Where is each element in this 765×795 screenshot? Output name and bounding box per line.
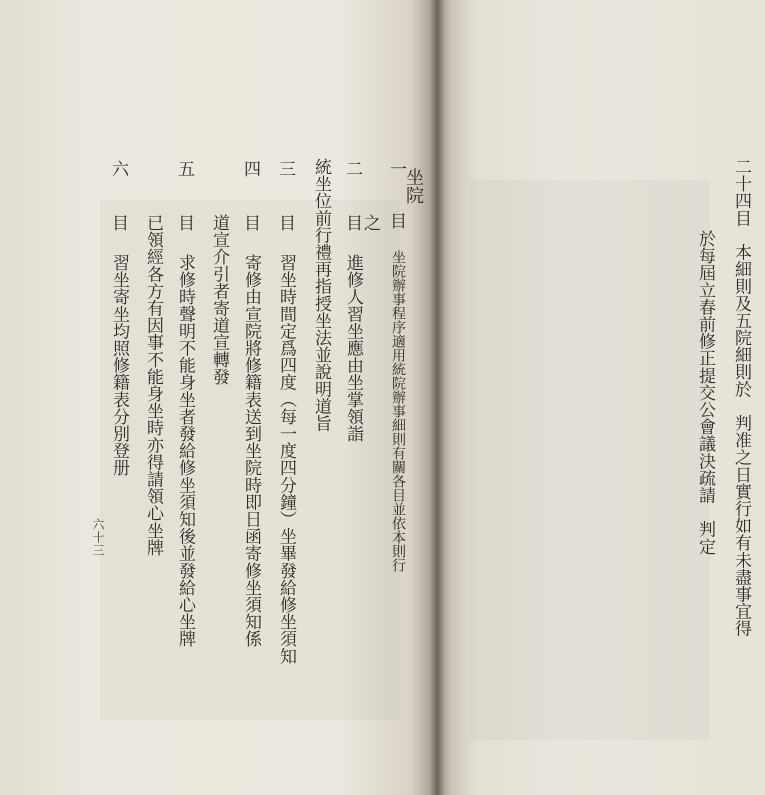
item-5-label: 目 — [174, 214, 194, 231]
item-3-label: 目 — [275, 214, 295, 231]
item-5-continuation: 已領經各方有因事不能身坐時亦得請領心坐牌 — [143, 214, 163, 556]
item-2-continuation: 統坐位前行禮再指授坐法並說明道旨 — [311, 158, 331, 432]
bleed-through-shadow — [470, 180, 710, 740]
right-page-line-2: 於每屆立春前修正提交公會議決疏請 判定 — [695, 230, 715, 555]
item-4-numeral: 四 — [240, 160, 260, 177]
item-4-continuation: 道宣介引者寄道宣轉發 — [209, 214, 229, 385]
item-6-text: 習坐寄坐均照修籍表分別登册 — [109, 254, 129, 477]
item-1-numeral: 一 — [386, 160, 406, 177]
item-5-text: 求修時聲明不能身坐者發給修坐須知後並發給心坐牌 — [175, 254, 195, 648]
item-6-label: 目 — [108, 214, 128, 231]
page-number: 六十三 — [91, 518, 105, 557]
item-1-continuation: 之 — [360, 214, 380, 231]
right-page-line-1: 二十四目 本細則及五院細則於 判准之日實行如有未盡事宜得 — [731, 158, 751, 637]
item-4-label: 目 — [240, 214, 260, 231]
item-1-text: 坐院辦事程序適用統院辦事細則有關各目並依本則行 — [390, 250, 406, 572]
item-4-text: 寄修由宣院將修籍表送到坐院時即日函寄修坐須知係 — [241, 254, 261, 648]
item-5-numeral: 五 — [174, 160, 194, 177]
item-3-text: 習坐時間定爲四度（每一度四分鐘）坐畢發給修坐須知 — [276, 254, 296, 665]
item-2-text: 進修人習坐應由坐掌領詣 — [343, 254, 363, 443]
item-6-numeral: 六 — [108, 160, 128, 177]
item-2-label: 目 — [342, 214, 362, 231]
item-1-label: 目 — [386, 212, 406, 229]
book-gutter — [429, 0, 445, 795]
item-3-numeral: 三 — [275, 160, 295, 177]
section-title: 坐院 — [403, 168, 424, 205]
item-2-numeral: 二 — [342, 160, 362, 177]
